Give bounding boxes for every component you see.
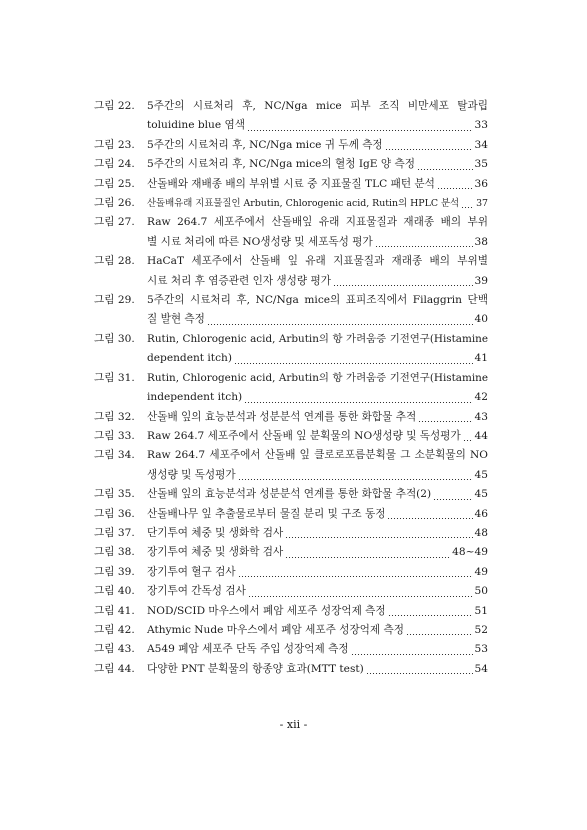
figure-label: 그림 24. [94,158,135,171]
page-ref: 40 [474,313,488,326]
page-ref: 36 [474,177,488,190]
figure-label: 그림 32. [94,410,135,423]
toc-entry[interactable] [94,427,488,446]
dot-leader [463,440,473,441]
page-ref: 45 [474,488,488,501]
dot-leader [207,324,473,325]
dot-leader [388,615,473,616]
dot-leader [418,421,472,422]
toc-entry[interactable] [94,543,488,562]
entry-title-line: 단기투여 체중 및 생화학 검사 [147,526,284,539]
toc-entry[interactable] [94,524,488,543]
entry-title-line: independent itch) [147,391,243,404]
page-number: - xii - [279,718,308,731]
figure-label: 그림 31. [94,371,135,384]
dot-leader [238,576,473,577]
dot-leader [406,634,473,635]
entry-title-line: 생성량 및 독성평가 [147,468,236,481]
page-ref: 52 [474,623,488,636]
dot-leader [387,518,472,519]
page-ref: 39 [474,274,488,287]
entry-title-line: 별 시료 처리에 따른 NO생성량 및 세포독성 평가 [147,235,373,248]
figure-label: 그림 43. [94,643,135,656]
toc-entry[interactable] [94,175,488,194]
page-ref: 49 [474,565,488,578]
toc-entry[interactable] [94,213,488,252]
figure-label: 그림 44. [94,662,135,675]
figure-label: 그림 42. [94,623,135,636]
figure-label: 그림 36. [94,507,135,520]
entry-title-line: 장기투여 혈구 검사 [147,565,236,578]
page-ref: 35 [474,158,488,171]
entry-title-line: 산돌배유래 지표물질인 Arbutin, Chlorogenic acid, Rutin의 HPLC 분석 [147,198,460,210]
entry-title-line: Raw 264.7 세포주에서 산돌배 잎 분획물의 NO생성량 및 독성평가 [147,429,461,442]
page-ref: 41 [474,352,488,365]
dot-leader [375,246,473,247]
entry-title-line: Rutin, Chlorogenic acid, Arbutin의 항 가려움증 기전연구(Histamine [147,371,488,384]
figure-list [94,97,488,679]
toc-entry[interactable] [94,660,488,679]
figure-label: 그림 29. [94,294,135,307]
entry-title-line: 다양한 PNT 분획물의 항종양 효과(MTT test) [147,662,364,675]
figure-label: 그림 41. [94,604,135,617]
entry-title-line: dependent itch) [147,352,232,365]
page-ref: 46 [474,507,488,520]
dot-leader [366,673,473,674]
page-ref: 37 [476,198,488,210]
page-ref: 33 [474,119,488,132]
toc-entry[interactable] [94,485,488,504]
entry-title-line: Athymic Nude 마우스에서 폐암 세포주 성장억제 측정 [147,623,404,636]
entry-title-line: 산돌배나무 잎 추출물로부터 물질 분리 및 구조 동정 [147,507,386,520]
dot-leader [244,402,472,403]
figure-label: 그림 39. [94,565,135,578]
page-ref: 42 [474,391,488,404]
figure-label: 그림 37. [94,526,135,539]
entry-title-line: 5주간의 시료처리 후, NC/Nga mice의 혈청 IgE 양 측정 [147,158,415,171]
dot-leader [433,499,472,500]
entry-title-line: 질 발현 측정 [147,313,205,326]
entry-title-line: HaCaT 세포주에서 산돌배 잎 유래 지표물질과 재래종 배의 부위별 [147,255,488,268]
entry-title-line: 장기투여 간독성 검사 [147,585,246,598]
entry-title-line: A549 폐암 세포주 단독 주입 성장억제 측정 [147,643,349,656]
toc-entry[interactable] [94,582,488,601]
dot-leader [417,169,473,170]
toc-entry[interactable] [94,194,488,213]
figure-label: 그림 26. [94,197,135,210]
page-ref: 34 [474,138,488,151]
dot-leader [461,207,474,208]
toc-entry[interactable] [94,640,488,659]
dot-leader [238,479,473,480]
toc-entry[interactable] [94,252,488,291]
figure-label: 그림 30. [94,332,135,345]
entry-title-line: 장기투여 체중 및 생화학 검사 [147,546,284,559]
toc-entry[interactable] [94,330,488,369]
page-ref: 48 [474,526,488,539]
figure-label: 그림 38. [94,546,135,559]
dot-leader [285,557,450,558]
figure-label: 그림 40. [94,585,135,598]
figure-label: 그림 28. [94,255,135,268]
page-ref: 48~49 [452,546,488,559]
entry-title-line: 5주간의 시료처리 후, NC/Nga mice 귀 두께 측정 [147,138,383,151]
page-ref: 53 [474,643,488,656]
page-ref: 43 [474,410,488,423]
entry-title-line: 5주간의 시료처리 후, NC/Nga mice의 표피조직에서 Filaggrin 단백 [147,294,488,307]
entry-title-line: toluidine blue 염색 [147,119,245,132]
page-ref: 38 [474,235,488,248]
toc-entry[interactable] [94,291,488,330]
dot-leader [333,285,473,286]
dot-leader [351,654,473,655]
entry-title-line: 산돌배와 재배종 배의 부위별 시료 중 지표물질 TLC 패턴 분석 [147,177,435,190]
toc-entry[interactable] [94,155,488,174]
dot-leader [285,537,472,538]
page-ref: 54 [474,662,488,675]
page-ref: 50 [474,585,488,598]
entry-title-line: 시료 처리 후 염증관련 인자 생성량 평가 [147,274,331,287]
figure-label: 그림 25. [94,177,135,190]
toc-entry[interactable] [94,621,488,640]
toc-entry[interactable] [94,136,488,155]
page-ref: 51 [474,604,488,617]
toc-entry[interactable] [94,505,488,524]
toc-entry[interactable] [94,369,488,408]
entry-title-line: Raw 264.7 세포주에서 산돌배 잎 클로로포름분획물 그 소분획물의 NO [147,449,488,462]
entry-title-line: Raw 264.7 세포주에서 산돌배잎 유래 지표물질과 재래종 배의 부위 [147,216,488,229]
toc-entry[interactable] [94,446,488,485]
figure-label: 그림 22. [94,100,135,112]
entry-title-line: 산돌배 잎의 효능분석과 성분분석 연계를 통한 화합물 추적 [147,410,417,423]
entry-title-line: 5주간의 시료처리 후, NC/Nga mice 피부 조직 비만세포 탈과립 [147,100,488,112]
entry-title-line: Rutin, Chlorogenic acid, Arbutin의 항 가려움증 기전연구(Histamine [147,332,488,345]
toc-entry[interactable] [94,602,488,621]
dot-leader [385,149,473,150]
dot-leader [234,363,473,364]
dot-leader [247,130,473,131]
toc-entry[interactable] [94,563,488,582]
entry-title-line: 산돌배 잎의 효능분석과 성분분석 연계를 통한 화합물 추적(2) [147,488,432,501]
dot-leader [437,188,473,189]
entry-title-line: NOD/SCID 마우스에서 폐암 세포주 성장억제 측정 [147,604,386,617]
page-ref: 45 [474,468,488,481]
figure-label: 그림 23. [94,138,135,151]
figure-label: 그림 27. [94,216,135,229]
figure-label: 그림 34. [94,449,135,462]
toc-entry[interactable] [94,97,488,136]
page-ref: 44 [474,429,488,442]
dot-leader [248,596,473,597]
figure-label: 그림 33. [94,429,135,442]
figure-label: 그림 35. [94,488,135,501]
toc-entry[interactable] [94,408,488,427]
